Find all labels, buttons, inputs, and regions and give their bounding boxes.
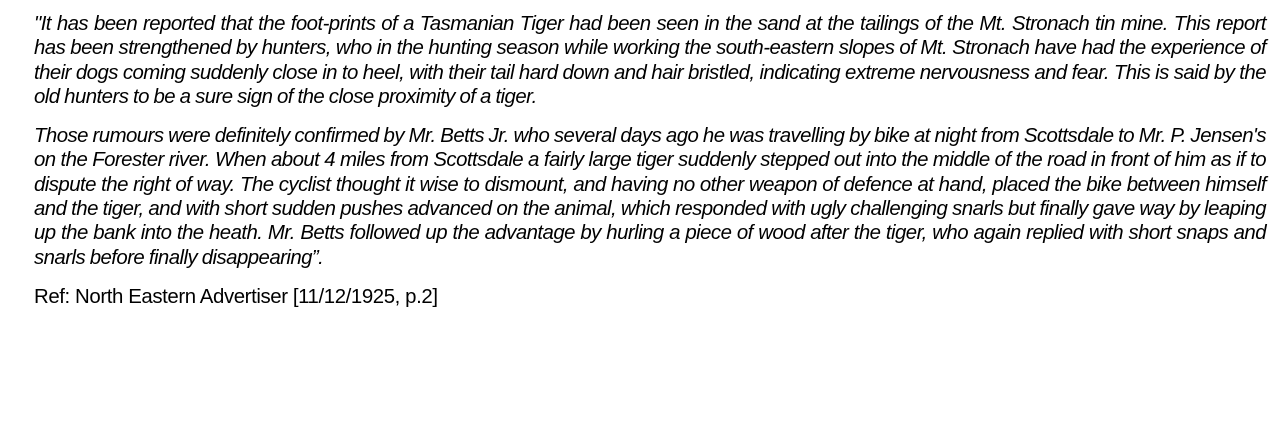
reference-citation: Ref: North Eastern Advertiser [11/12/1925, p.2] — [34, 285, 438, 308]
quote-paragraph-1: "It has been reported that the foot-prints of a Tasmanian Tiger had been seen in the sand at the tailings of the Mt. Stronach tin mine. This report has been strengthened by hunters, who in the hunting season while working the south-eastern slopes of Mt. Stronach have had the experience of their dogs coming suddenly close in to heel, with their tail hard down and hair bristled, indicating extreme nervousness and fear. This is said by the old hunters to be a sure sign of the close proximity of a tiger. — [34, 13, 1266, 108]
quote-paragraph-2: Those rumours were definitely confirmed by Mr. Betts Jr. who several days ago he was travelling by bike at night from Scottsdale to Mr. P. Jensen's on the Forester river. When about 4 miles from Scottsdale a fairly large tiger suddenly stepped out into the middle of the road in front of him as if to dispute the right of way. The cyclist thought it wise to dismount, and having no other weapon of defence at hand, placed the bike between himself and the tiger, and with short sudden pushes advanced on the animal, which responded with ugly challenging snarls but finally gave way by leaping up the bank into the heath. Mr. Betts followed up the advantage by hurling a piece of wood after the tiger, who again replied with short snaps and snarls before finally disappearing”. — [34, 125, 1266, 269]
document-body — [34, 12, 1266, 309]
